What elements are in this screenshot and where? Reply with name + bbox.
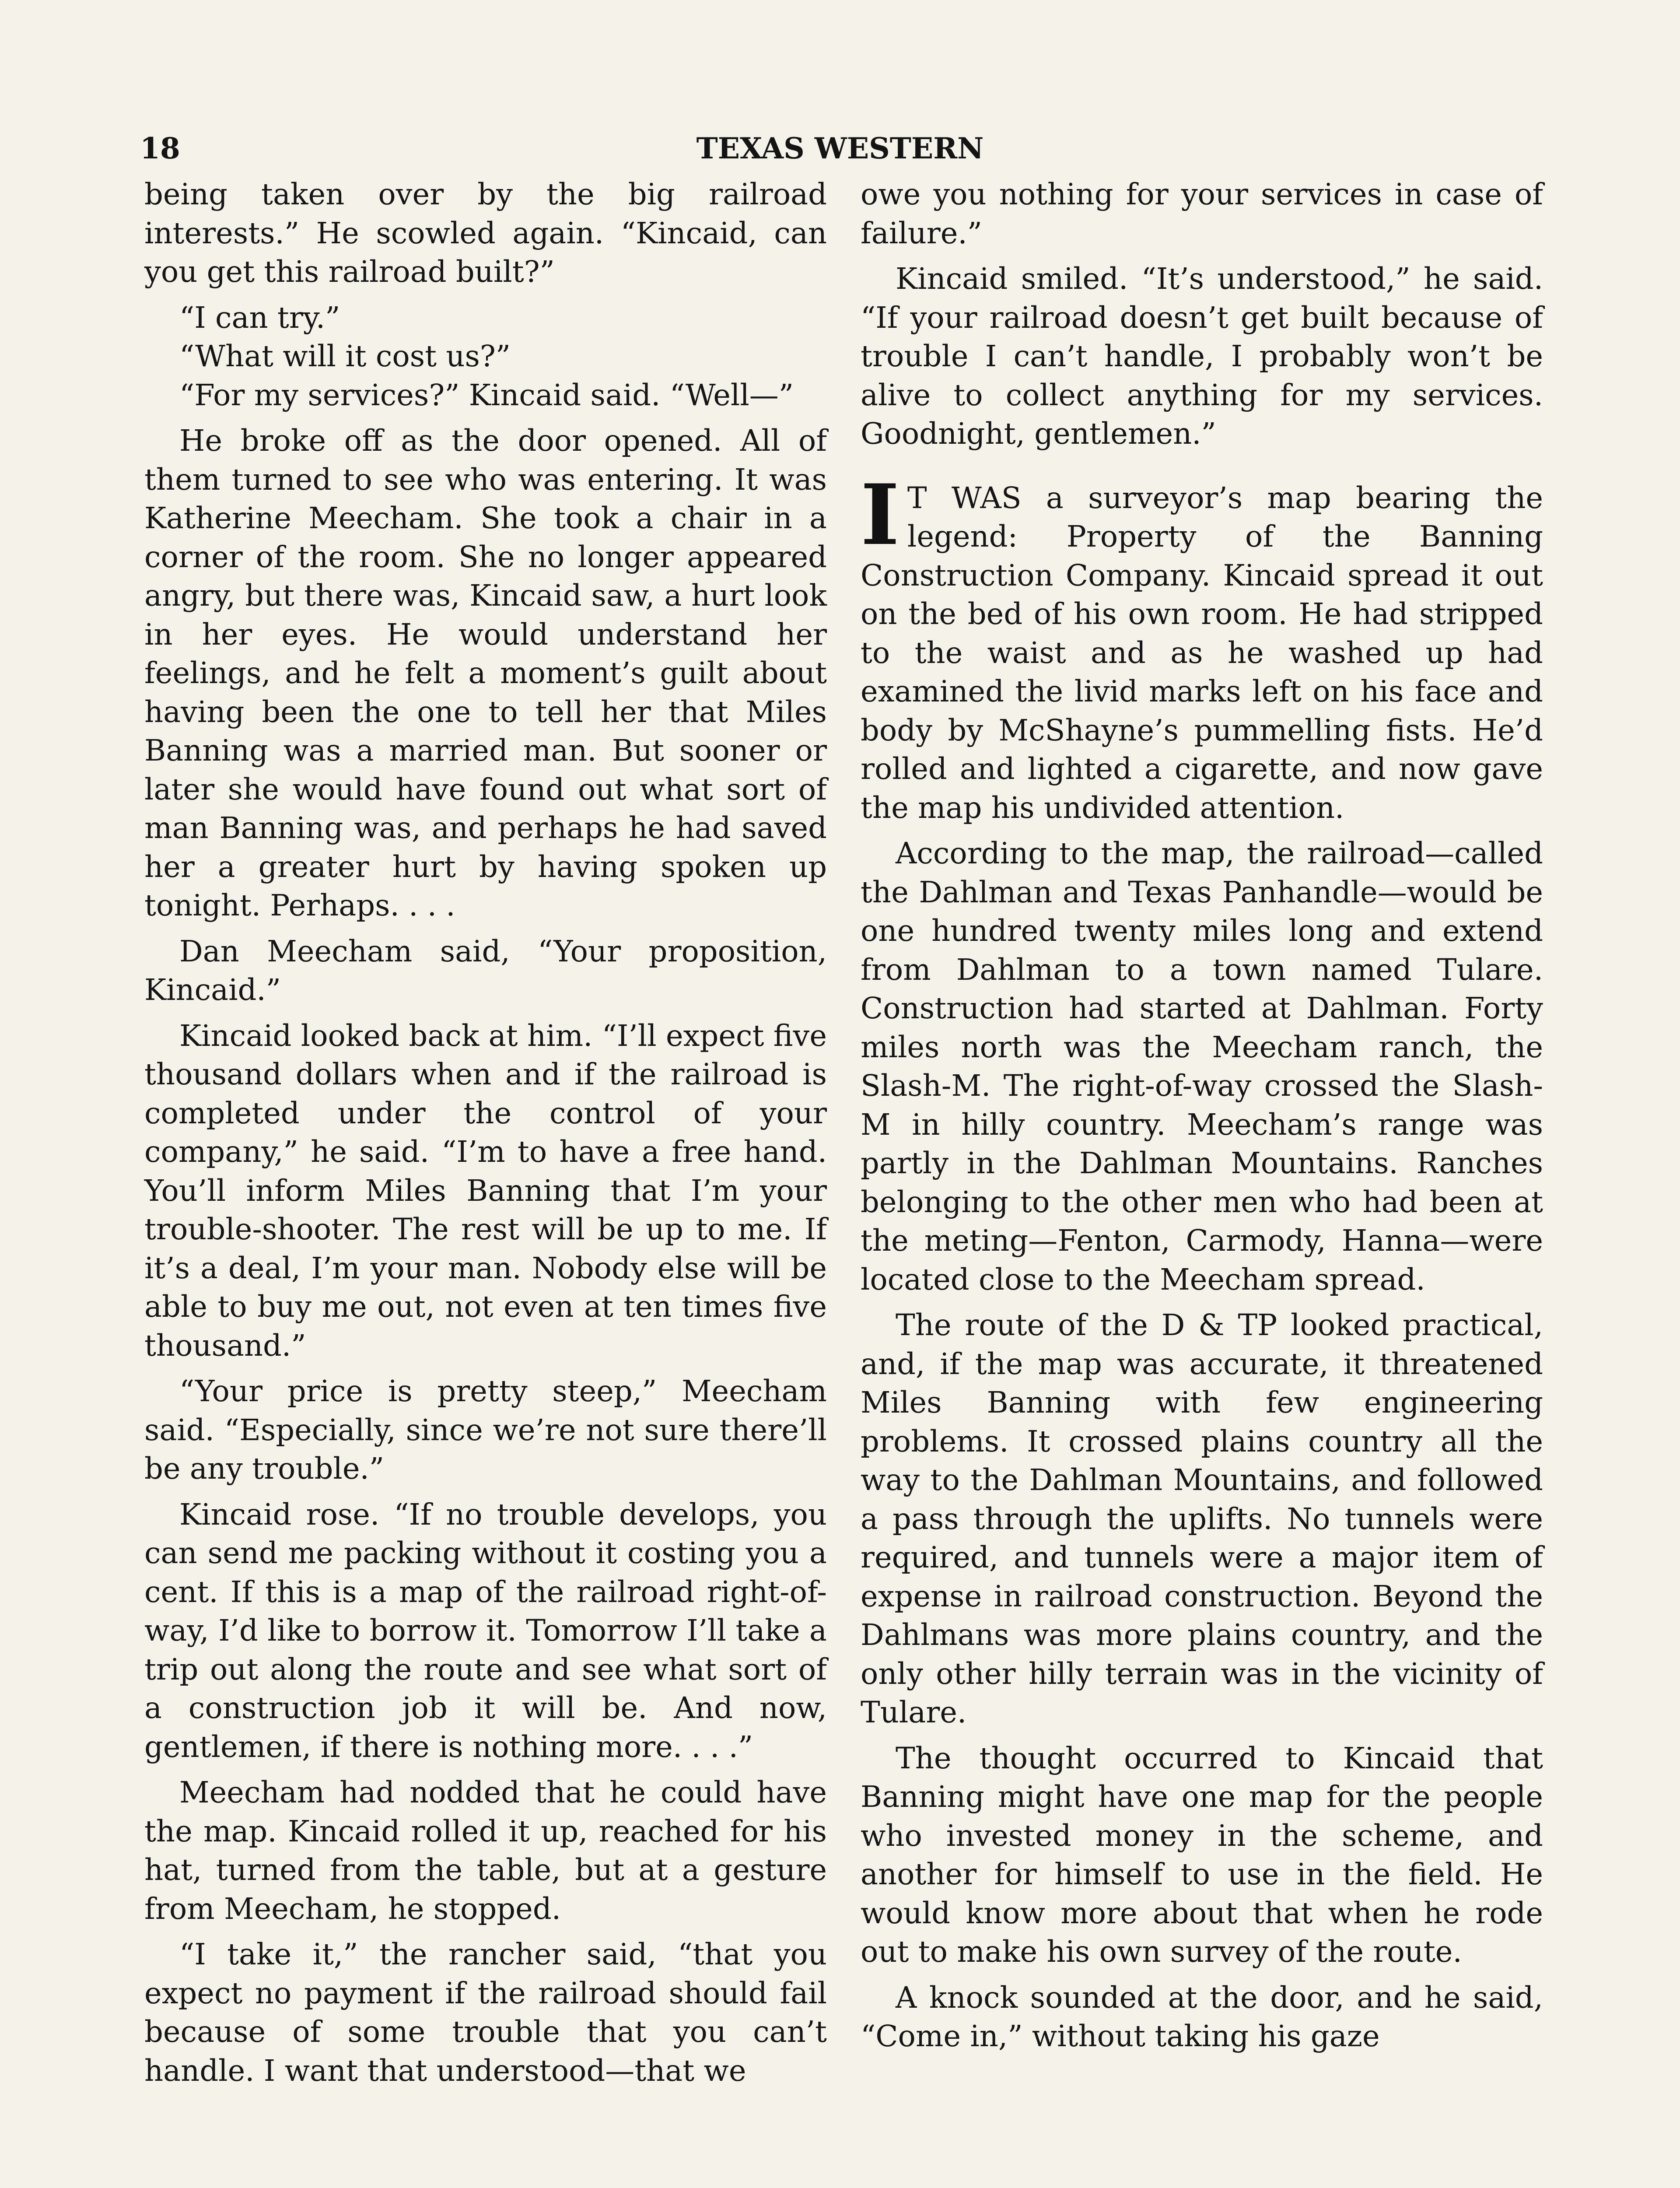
paragraph: “What will it cost us?” — [179, 339, 511, 373]
drop-cap: I — [861, 466, 900, 564]
running-header — [140, 131, 1540, 171]
page-number: 18 — [140, 131, 180, 165]
paragraph: The thought occurred to Kincaid that Banning might have one map for the people who invested money in the scheme, and another for himself to use in the field. He would know more about that when he rode out to make his own survey of the route. — [861, 1741, 1543, 1969]
paragraph: Kincaid rose. “If no trouble develops, you can send me packing without it costing you a cent. If this is a map of the railroad right-of-way, I’d like to borrow it. Tomorrow I’ll take a trip out along the route and see what sort of a construction job it will be. And now, gentlemen, if there is nothing more. . . .” — [144, 1497, 827, 1764]
paragraph: owe you nothing for your services in case of failure.” — [861, 177, 1543, 250]
section-opening-paragraph — [861, 466, 1543, 828]
paragraph: Dan Meecham said, “Your proposition, Kincaid.” — [144, 934, 827, 1007]
paragraph-text: T WAS a surveyor’s map bearing the legend: Property of the Banning Construction Company. Kincaid spread it out on the bed of his own room. He had stripped to the waist and as he washed up had examined the livid marks left on his face and body by McShayne’s pummelling fists. He’d rolled and lighted a cigarette, and now gave the map his undivided attention. — [861, 480, 1543, 825]
paragraph: “I take it,” the rancher said, “that you expect no payment if the railroad should fail because of some trouble that you can’t handle. I want that understood—that we — [144, 1937, 827, 2088]
paragraph: He broke off as the door opened. All of them turned to see who was entering. It was Katherine Meecham. She took a chair in a corner of the room. She no longer appeared angry, but there was, Kincaid saw, a hurt look in her eyes. He would understand her feelings, and he felt a moment’s guilt about having been the one to tell her that Miles Banning was a married man. But sooner or later she would have found out what sort of man Banning was, and perhaps he had saved her a greater hurt by having spoken up tonight. Perhaps. . . . — [144, 424, 827, 922]
paragraph: Kincaid smiled. “It’s understood,” he said. “If your railroad doesn’t get built because of trouble I can’t handle, I probably won’t be alive to collect anything for my services. Goodnight, gentlemen.” — [861, 262, 1543, 451]
paragraph: Kincaid looked back at him. “I’ll expect five thousand dollars when and if the railroad is completed under the control of your company,” he said. “I’m to have a free hand. You’ll inform Miles Banning that I’m your trouble-shooter. The rest will be up to me. If it’s a deal, I’m your man. Nobody else will be able to buy me out, not even at ten times five thousand.” — [144, 1018, 827, 1363]
paragraph: The route of the D & TP looked practical, and, if the map was accurate, it threatened Miles Banning with few engineering problems. It crossed plains country all the way to the Dahlman Mountains, and followed a pass through the uplifts. No tunnels were required, and tunnels were a major item of expense in railroad construction. Beyond the Dahlmans was more plains country, and the only other hilly terrain was in the vicinity of Tulare. — [861, 1308, 1543, 1729]
paragraph: being taken over by the big railroad interests.” He scowled again. “Kincaid, can you get this railroad built?” — [144, 177, 827, 289]
paragraph: A knock sounded at the door, and he said, “Come in,” without taking his gaze — [861, 1980, 1543, 2053]
paragraph: “I can try.” — [179, 300, 340, 335]
left-column — [144, 175, 827, 2097]
paragraph: “For my services?” Kincaid said. “Well—” — [179, 378, 794, 412]
paragraph: “Your price is pretty steep,” Meecham said. “Especially, since we’re not sure there’ll be any trouble.” — [144, 1374, 827, 1486]
paragraph: Meecham had nodded that he could have the map. Kincaid rolled it up, reached for his hat, turned from the table, but at a gesture from Meecham, he stopped. — [144, 1775, 827, 1926]
magazine-title: TEXAS WESTERN — [696, 131, 984, 165]
right-column — [861, 175, 1543, 2063]
paragraph: According to the map, the railroad—called the Dahlman and Texas Panhandle—would be one hundred twenty miles long and extend from Dahlman to a town named Tulare. Construction had started at Dahlman. Forty miles north was the Meecham ranch, the Slash-M. The right-of-way crossed the Slash-M in hilly country. Meecham’s range was partly in the Dahlman Mountains. Ranches belonging to the other men who had been at the meting—Fenton, Carmody, Hanna—were located close to the Meecham spread. — [861, 836, 1543, 1297]
